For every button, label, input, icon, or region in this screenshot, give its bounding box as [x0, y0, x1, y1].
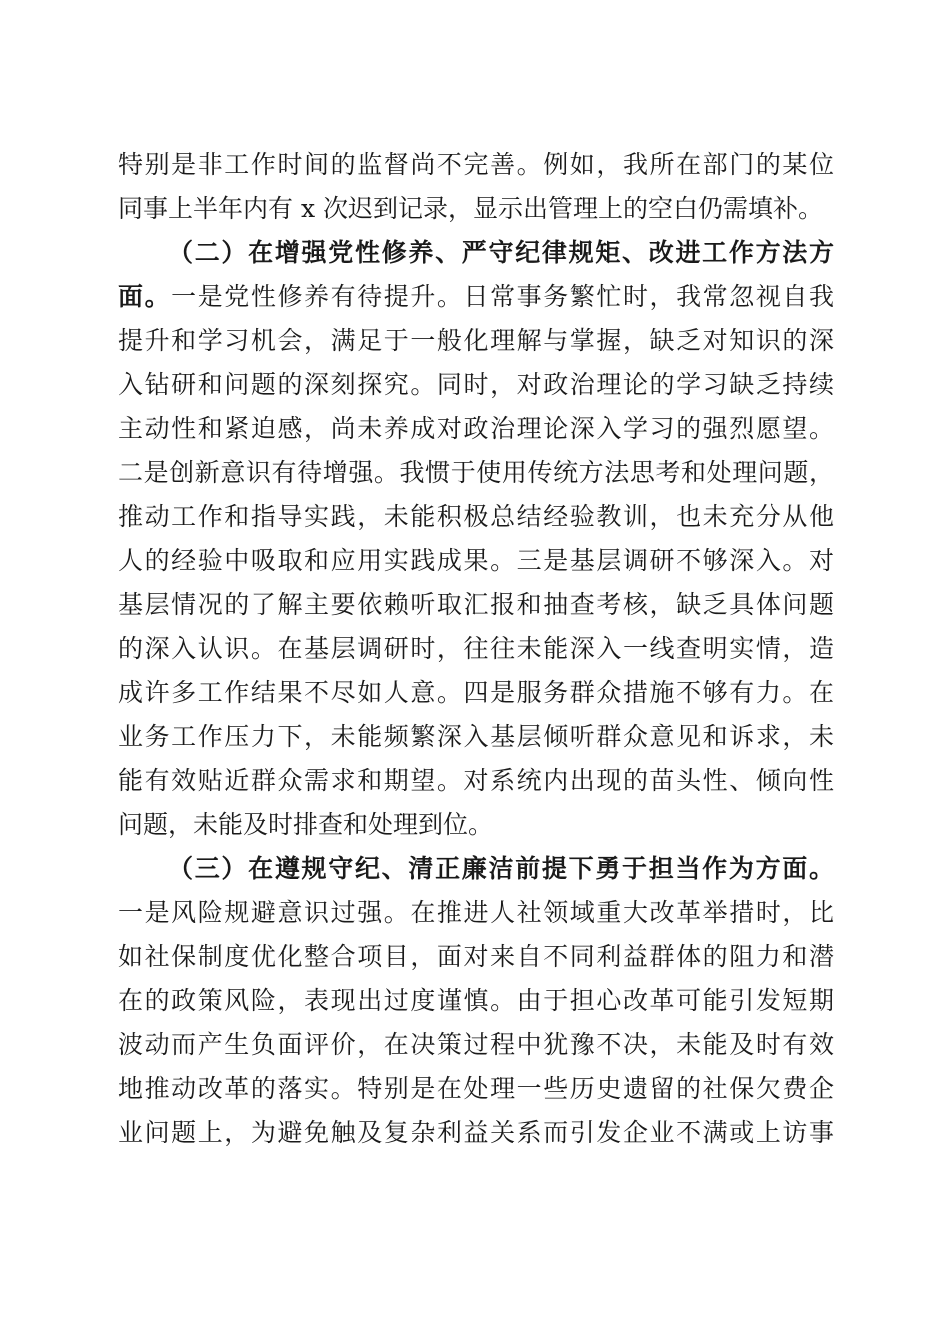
body-line: 在的政策风险，表现出过度谨慎。由于担心改革可能引发短期 — [118, 986, 834, 1015]
body-line: 问题，未能及时排查和处理到位。 — [118, 810, 494, 839]
section-heading-3: （三）在遵规守纪、清正廉洁前提下勇于担当作为方面。 — [168, 854, 834, 883]
body-line: 业务工作压力下，未能频繁深入基层倾听群众意见和诉求，未 — [118, 722, 834, 751]
body-line: 主动性和紧迫感，尚未养成对政治理论深入学习的强烈愿望。 — [118, 414, 834, 443]
body-line: 如社保制度优化整合项目，面对来自不同利益群体的阻力和潜 — [118, 942, 834, 971]
body-line: 二是创新意识有待增强。我惯于使用传统方法思考和处理问题， — [118, 458, 834, 487]
section-heading-2-end: 面。 — [118, 282, 172, 311]
section-heading-2: （二）在增强党性修养、严守纪律规矩、改进工作方法方 — [168, 238, 834, 267]
body-line: 基层情况的了解主要依赖听取汇报和抽查考核，缺乏具体问题 — [118, 590, 834, 619]
body-line: 入钻研和问题的深刻探究。同时，对政治理论的学习缺乏持续 — [118, 370, 834, 399]
body-line: 波动而产生负面评价，在决策过程中犹豫不决，未能及时有效 — [118, 1030, 834, 1059]
body-line: 地推动改革的落实。特别是在处理一些历史遗留的社保欠费企 — [118, 1074, 834, 1103]
body-line: 特别是非工作时间的监督尚不完善。例如，我所在部门的某位 — [118, 150, 834, 179]
body-line: 一是风险规避意识过强。在推进人社领域重大改革举措时，比 — [118, 898, 834, 927]
body-line: 能有效贴近群众需求和期望。对系统内出现的苗头性、倾向性 — [118, 766, 834, 795]
body-line: 成许多工作结果不尽如人意。四是服务群众措施不够有力。在 — [118, 678, 834, 707]
body-line: 人的经验中吸取和应用实践成果。三是基层调研不够深入。对 — [118, 546, 834, 575]
body-line: 面。一是党性修养有待提升。日常事务繁忙时，我常忽视自我 — [118, 282, 834, 311]
body-line: 业问题上，为避免触及复杂利益关系而引发企业不满或上访事 — [118, 1118, 834, 1147]
body-line: 推动工作和指导实践，未能积极总结经验教训，也未充分从他 — [118, 502, 834, 531]
body-line: 同事上半年内有 x 次迟到记录，显示出管理上的空白仍需填补。 — [118, 194, 823, 223]
body-line: 的深入认识。在基层调研时，往往未能深入一线查明实情，造 — [118, 634, 834, 663]
body-line: 提升和学习机会，满足于一般化理解与掌握，缺乏对知识的深 — [118, 326, 834, 355]
